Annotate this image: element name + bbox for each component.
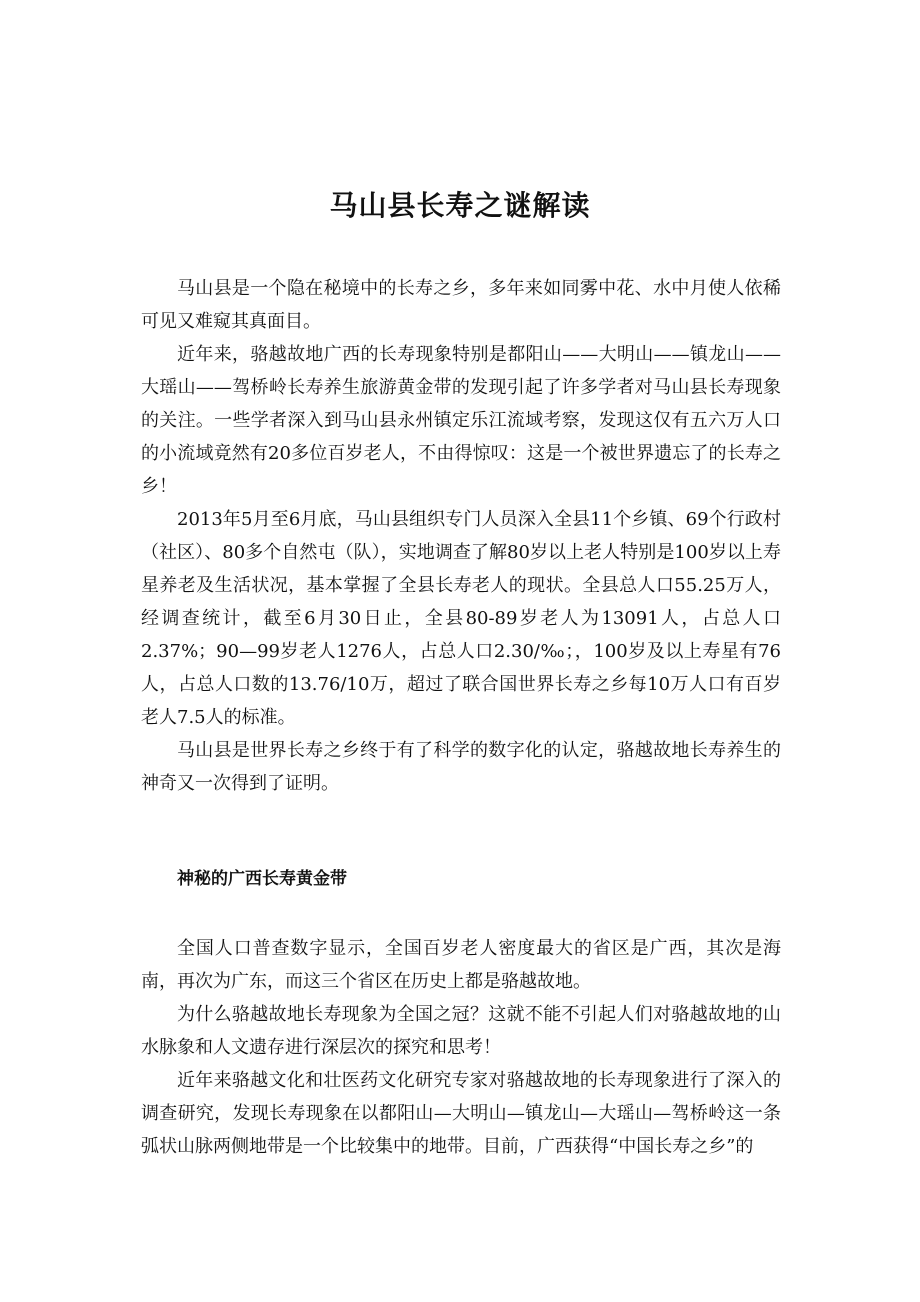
document-title: 马山县长寿之谜解读 [329,189,591,222]
paragraph-longevity-discovery: 近年来，骆越故地广西的长寿现象特别是都阳山——大明山——镇龙山——大瑶山——驾桥岭长寿养生旅游黄金带的发现引起了许多学者对马山县长寿现象的关注。一些学者深入到马山县永州镇定乐江流域考察，发现这仅有五六万人口的小流域竟然有20多位百岁老人，不由得惊叹：这是一个被世界遗忘了的长寿之乡！ [141,344,781,497]
paragraph-research: 近年来骆越文化和壮医药文化研究专家对骆越故地的长寿现象进行了深入的调查研究，发现长寿现象在以都阳山—大明山—镇龙山—大瑶山—驾桥岭这一条弧状山脉两侧地带是一个比较集中的地带。目前，广西获得“中国长寿之乡”的 [141,1070,781,1157]
paragraph-intro: 马山县是一个隐在秘境中的长寿之乡，多年来如同雾中花、水中月使人依稀可见又难窥其真面目。 [141,278,781,332]
section-heading: 神秘的广西长寿黄金带 [177,869,347,889]
paragraph-survey-statistics: 2013年5月至6月底，马山县组织专门人员深入全县11个乡镇、69个行政村（社区）、80多个自然屯（队），实地调查了解80岁以上老人特别是100岁以上寿星养老及生活状况，基本掌握了全县长寿老人的现状。全县总人口55.25万人，经调查统计，截至6月30日止，全县80-89岁老人为13091人，占总人口2.37%；90—99岁老人1276人，占总人口2.30/‰；，100岁及以上寿星有76人，占总人口数的13.76/10万，超过了联合国世界长寿之乡每10万人口有百岁老人7.5人的标准。 [141,509,781,728]
paragraph-census: 全国人口普查数字显示，全国百岁老人密度最大的省区是广西，其次是海南，再次为广东，而这三个省区在历史上都是骆越故地。 [141,938,781,992]
paragraph-conclusion: 马山县是世界长寿之乡终于有了科学的数字化的认定，骆越故地长寿养生的神奇又一次得到了证明。 [141,740,781,794]
paragraph-question: 为什么骆越故地长寿现象为全国之冠？这就不能不引起人们对骆越故地的山水脉象和人文遗存进行深层次的探究和思考！ [141,1004,781,1058]
